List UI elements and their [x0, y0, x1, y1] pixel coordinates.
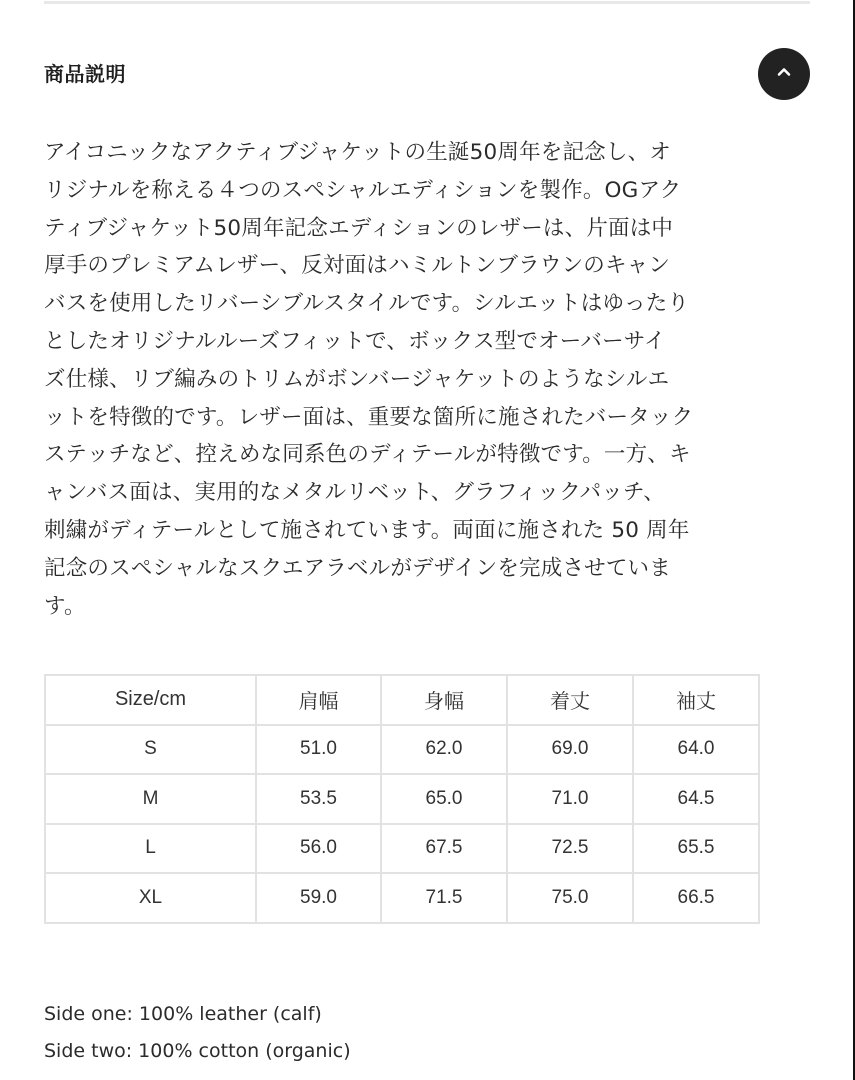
cell-value: 72.5 [507, 824, 633, 874]
description-line: バスを使用したリバーシブルスタイルです。シルエットはゆったり [44, 291, 690, 317]
section-title: 商品説明 [44, 62, 126, 86]
description-line: 刺繍がディテールとして施されています。両面に施された 50 周年 [44, 517, 690, 543]
cell-value: 67.5 [381, 824, 507, 874]
table-row [45, 774, 759, 824]
table-row [45, 725, 759, 775]
cell-value: 71.5 [381, 873, 507, 923]
description-line: アイコニックなアクティブジャケットの生誕50周年を記念し、オ [44, 140, 671, 165]
cell-value: 69.0 [507, 725, 633, 775]
cell-value: 64.5 [633, 774, 759, 824]
cell-value: 59.0 [256, 873, 381, 923]
cell-size: L [45, 824, 256, 874]
cell-value: 66.5 [633, 873, 759, 923]
table-header-row [45, 675, 759, 725]
description-line: ステッチなど、控えめな同系色のディテールが特徴です。一方、キ [44, 442, 691, 468]
description-line: す。 [44, 593, 86, 619]
cell-value: 71.0 [507, 774, 633, 824]
description-line: ズ仕様、リブ編みのトリムがボンバージャケットのようなシルエ [44, 366, 670, 392]
cell-value: 51.0 [256, 725, 381, 775]
header-length: 着丈 [507, 675, 633, 725]
table-row [45, 824, 759, 874]
cell-size: S [45, 725, 256, 775]
cell-value: 56.0 [256, 824, 381, 874]
description-line: ャンバス面は、実用的なメタルリベット、グラフィックパッチ、 [44, 480, 665, 506]
chevron-up-icon [776, 64, 792, 84]
cell-value: 64.0 [633, 725, 759, 775]
description-line: 記念のスペシャルなスクエアラベルがデザインを完成させていま [44, 555, 671, 581]
description-line: リジナルを称える４つのスペシャルエディションを製作。OGアク [44, 177, 682, 203]
header-size: Size/cm [45, 675, 256, 725]
cell-size: XL [45, 873, 256, 923]
cell-value: 65.5 [633, 824, 759, 874]
description-line: ティブジャケット50周年記念エディションのレザーは、片面は中 [44, 215, 674, 241]
cell-value: 62.0 [381, 725, 507, 775]
header-shoulder-width: 肩幅 [256, 675, 381, 725]
description-line: 厚手のプレミアムレザー、反対面はハミルトンブラウンのキャン [44, 253, 671, 279]
header-body-width: 身幅 [381, 675, 507, 725]
materials-info [44, 996, 351, 1070]
size-table [44, 674, 760, 924]
material-side-two: Side two: 100% cotton (organic) [44, 1040, 351, 1062]
table-row [45, 873, 759, 923]
cell-value: 75.0 [507, 873, 633, 923]
top-divider [44, 1, 810, 4]
product-description [44, 134, 774, 625]
cell-value: 65.0 [381, 774, 507, 824]
cell-size: M [45, 774, 256, 824]
description-line: ットを特徴的です。レザー面は、重要な箇所に施されたバータック [44, 404, 694, 430]
header-sleeve-length: 袖丈 [633, 675, 759, 725]
material-side-one: Side one: 100% leather (calf) [44, 1003, 322, 1025]
collapse-section-button[interactable] [758, 48, 810, 100]
description-line: としたオリジナルルーズフィットで、ボックス型でオーバーサイ [44, 328, 666, 354]
cell-value: 53.5 [256, 774, 381, 824]
